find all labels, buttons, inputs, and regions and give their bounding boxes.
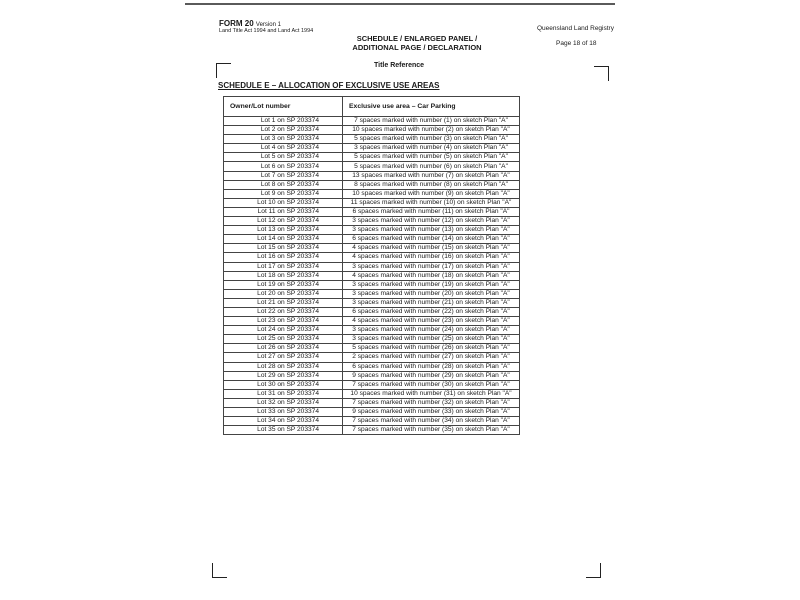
lot-cell: Lot 7 on SP 203374 xyxy=(224,171,343,180)
table-row xyxy=(224,380,520,389)
lot-cell: Lot 32 on SP 203374 xyxy=(224,398,343,407)
lot-cell: Lot 3 on SP 203374 xyxy=(224,135,343,144)
table-row xyxy=(224,217,520,226)
lot-cell: Lot 33 on SP 203374 xyxy=(224,408,343,417)
use-area-cell: 3 spaces marked with number (21) on sketch Plan "A" xyxy=(343,298,520,307)
table-row xyxy=(224,417,520,426)
use-area-cell: 5 spaces marked with number (3) on sketch Plan "A" xyxy=(343,135,520,144)
lot-cell: Lot 5 on SP 203374 xyxy=(224,153,343,162)
use-area-cell: 3 spaces marked with number (13) on sketch Plan "A" xyxy=(343,226,520,235)
lot-cell: Lot 9 on SP 203374 xyxy=(224,189,343,198)
lot-cell: Lot 20 on SP 203374 xyxy=(224,289,343,298)
table-row xyxy=(224,153,520,162)
schedule-title-line1: SCHEDULE / ENLARGED PANEL / xyxy=(356,34,478,43)
page-top-rule xyxy=(185,3,615,5)
use-area-cell: 2 spaces marked with number (27) on sketch Plan "A" xyxy=(343,353,520,362)
use-area-cell: 3 spaces marked with number (4) on sketch Plan "A" xyxy=(343,144,520,153)
use-area-cell: 7 spaces marked with number (1) on sketch Plan "A" xyxy=(343,117,520,126)
table-row xyxy=(224,271,520,280)
use-area-cell: 13 spaces marked with number (7) on sketch Plan "A" xyxy=(343,171,520,180)
use-area-cell: 3 spaces marked with number (19) on sketch Plan "A" xyxy=(343,280,520,289)
table-row xyxy=(224,135,520,144)
use-area-cell: 6 spaces marked with number (22) on sketch Plan "A" xyxy=(343,307,520,316)
use-area-cell: 5 spaces marked with number (6) on sketch Plan "A" xyxy=(343,162,520,171)
table-row xyxy=(224,389,520,398)
table-row xyxy=(224,189,520,198)
table-row xyxy=(224,144,520,153)
use-area-cell: 8 spaces marked with number (8) on sketch Plan "A" xyxy=(343,180,520,189)
lot-cell: Lot 10 on SP 203374 xyxy=(224,198,343,207)
allocation-table xyxy=(223,96,520,435)
lot-cell: Lot 12 on SP 203374 xyxy=(224,217,343,226)
use-area-cell: 3 spaces marked with number (17) on sketch Plan "A" xyxy=(343,262,520,271)
lot-cell: Lot 31 on SP 203374 xyxy=(224,389,343,398)
use-area-cell: 4 spaces marked with number (15) on sketch Plan "A" xyxy=(343,244,520,253)
use-area-cell: 6 spaces marked with number (28) on sketch Plan "A" xyxy=(343,362,520,371)
table-row xyxy=(224,408,520,417)
table-row xyxy=(224,298,520,307)
table-row xyxy=(224,289,520,298)
use-area-cell: 4 spaces marked with number (23) on sketch Plan "A" xyxy=(343,317,520,326)
table-row xyxy=(224,335,520,344)
use-area-cell: 4 spaces marked with number (18) on sketch Plan "A" xyxy=(343,271,520,280)
lot-cell: Lot 26 on SP 203374 xyxy=(224,344,343,353)
table-row xyxy=(224,180,520,189)
lot-cell: Lot 29 on SP 203374 xyxy=(224,371,343,380)
lot-cell: Lot 16 on SP 203374 xyxy=(224,253,343,262)
lot-cell: Lot 35 on SP 203374 xyxy=(224,426,343,435)
lot-cell: Lot 6 on SP 203374 xyxy=(224,162,343,171)
table-row xyxy=(224,371,520,380)
form-title-text: FORM 20 xyxy=(219,19,254,28)
lot-cell: Lot 2 on SP 203374 xyxy=(224,126,343,135)
table-row xyxy=(224,262,520,271)
table-row xyxy=(224,326,520,335)
lot-cell: Lot 17 on SP 203374 xyxy=(224,262,343,271)
allocation-table-body xyxy=(224,117,520,435)
lot-cell: Lot 18 on SP 203374 xyxy=(224,271,343,280)
lot-cell: Lot 19 on SP 203374 xyxy=(224,280,343,289)
table-row xyxy=(224,344,520,353)
lot-cell: Lot 15 on SP 203374 xyxy=(224,244,343,253)
table-row xyxy=(224,117,520,126)
use-area-cell: 5 spaces marked with number (5) on sketch Plan "A" xyxy=(343,153,520,162)
use-area-cell: 3 spaces marked with number (24) on sketch Plan "A" xyxy=(343,326,520,335)
corner-mark-top-left xyxy=(216,63,231,78)
use-area-cell: 9 spaces marked with number (29) on sketch Plan "A" xyxy=(343,371,520,380)
table-row xyxy=(224,162,520,171)
schedule-heading: SCHEDULE E – ALLOCATION OF EXCLUSIVE USE AREAS xyxy=(218,81,440,90)
table-row xyxy=(224,126,520,135)
use-area-cell: 9 spaces marked with number (33) on sketch Plan "A" xyxy=(343,408,520,417)
lot-cell: Lot 22 on SP 203374 xyxy=(224,307,343,316)
use-area-cell: 6 spaces marked with number (11) on sketch Plan "A" xyxy=(343,207,520,216)
use-area-cell: 7 spaces marked with number (30) on sketch Plan "A" xyxy=(343,380,520,389)
lot-cell: Lot 27 on SP 203374 xyxy=(224,353,343,362)
table-row xyxy=(224,244,520,253)
corner-mark-top-right xyxy=(594,66,609,81)
lot-cell: Lot 24 on SP 203374 xyxy=(224,326,343,335)
table-row xyxy=(224,398,520,407)
table-row xyxy=(224,317,520,326)
use-area-cell: 4 spaces marked with number (16) on sketch Plan "A" xyxy=(343,253,520,262)
corner-mark-bottom-left xyxy=(212,563,227,578)
lot-cell: Lot 34 on SP 203374 xyxy=(224,417,343,426)
table-row xyxy=(224,171,520,180)
table-row xyxy=(224,253,520,262)
table-header-row xyxy=(224,97,520,117)
use-area-cell: 7 spaces marked with number (35) on sketch Plan "A" xyxy=(343,426,520,435)
schedule-title xyxy=(332,34,502,52)
table-row xyxy=(224,353,520,362)
use-area-cell: 10 spaces marked with number (31) on sketch Plan "A" xyxy=(343,389,520,398)
lot-cell: Lot 23 on SP 203374 xyxy=(224,317,343,326)
form-acts: Land Title Act 1994 and Land Act 1994 xyxy=(219,28,314,34)
column-header-use: Exclusive use area – Car Parking xyxy=(343,97,520,117)
use-area-cell: 10 spaces marked with number (2) on sketch Plan "A" xyxy=(343,126,520,135)
table-row xyxy=(224,207,520,216)
lot-cell: Lot 30 on SP 203374 xyxy=(224,380,343,389)
table-row xyxy=(224,235,520,244)
table-row xyxy=(224,426,520,435)
table-row xyxy=(224,362,520,371)
schedule-title-line2: ADDITIONAL PAGE / DECLARATION xyxy=(352,43,482,52)
use-area-cell: 7 spaces marked with number (34) on sketch Plan "A" xyxy=(343,417,520,426)
lot-cell: Lot 21 on SP 203374 xyxy=(224,298,343,307)
registry-name: Queensland Land Registry xyxy=(537,25,614,32)
use-area-cell: 11 spaces marked with number (10) on sketch Plan "A" xyxy=(343,198,520,207)
lot-cell: Lot 28 on SP 203374 xyxy=(224,362,343,371)
use-area-cell: 3 spaces marked with number (20) on sketch Plan "A" xyxy=(343,289,520,298)
use-area-cell: 3 spaces marked with number (25) on sketch Plan "A" xyxy=(343,335,520,344)
use-area-cell: 10 spaces marked with number (9) on sketch Plan "A" xyxy=(343,189,520,198)
use-area-cell: 7 spaces marked with number (32) on sketch Plan "A" xyxy=(343,398,520,407)
table-row xyxy=(224,307,520,316)
use-area-cell: 3 spaces marked with number (12) on sketch Plan "A" xyxy=(343,217,520,226)
corner-mark-bottom-right xyxy=(586,563,601,578)
lot-cell: Lot 8 on SP 203374 xyxy=(224,180,343,189)
lot-cell: Lot 14 on SP 203374 xyxy=(224,235,343,244)
form-version: Version 1 xyxy=(255,22,281,28)
lot-cell: Lot 25 on SP 203374 xyxy=(224,335,343,344)
use-area-cell: 5 spaces marked with number (26) on sketch Plan "A" xyxy=(343,344,520,353)
title-reference-label: Title Reference xyxy=(374,62,425,69)
page-number: Page 18 of 18 xyxy=(556,40,597,47)
table-row xyxy=(224,280,520,289)
table-row xyxy=(224,198,520,207)
form-title xyxy=(219,19,281,28)
lot-cell: Lot 13 on SP 203374 xyxy=(224,226,343,235)
table-row xyxy=(224,226,520,235)
column-header-owner: Owner/Lot number xyxy=(224,97,343,117)
lot-cell: Lot 11 on SP 203374 xyxy=(224,207,343,216)
lot-cell: Lot 4 on SP 203374 xyxy=(224,144,343,153)
lot-cell: Lot 1 on SP 203374 xyxy=(224,117,343,126)
use-area-cell: 6 spaces marked with number (14) on sketch Plan "A" xyxy=(343,235,520,244)
